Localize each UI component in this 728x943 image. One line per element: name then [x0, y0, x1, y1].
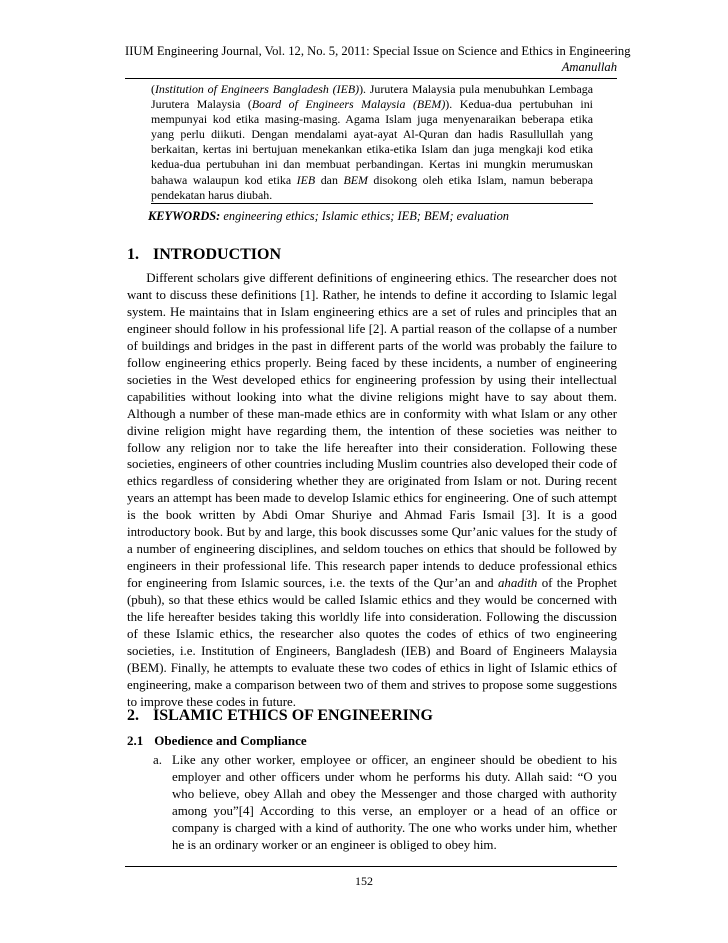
subsection-2-1-heading [127, 733, 307, 749]
header-author: Amanullah [561, 60, 617, 74]
list-item [153, 752, 617, 854]
header-journal-citation: IIUM Engineering Journal, Vol. 12, No. 5, 2011: Special Issue on Science and Ethics in Engineering [125, 44, 631, 58]
introduction-paragraph: Different scholars give different definitions of engineering ethics. The researcher does not want to discuss these definitions [1]. Rather, he intends to define it according to Islamic legal system. He maintains that in Islam engineering ethics are a set of rules and principles that an engineer should follow in his professional life [2]. A partial reason of the collapse of a number of buildings and bridges in the past in different parts of the world was probably the failure to follow engineering ethics properly. Being faced by these incidents, a number of engineering societies in the West developed ethics for engineering profession by using their intellectual capabilities without looking into what the divine religions might have to say about them. Although a number of these man-made ethics are in conformity with what Islam or any other divine religion might have regarding them, the intention of these societies was neither to follow any religion nor to take the life hereafter into their consideration. Following these societies, engineers of other countries including Muslim countries also developed their code of ethics regardless of considering whether they are originated from Islam or not. During recent years an attempt has been made to develop Islamic ethics for engineering. One of such attempt is the book written by Abdi Omar Shuriye and Ahmad Faris Ismail [3]. It is a good introductory book. But by and large, this book discusses some Qur’anic values for the study of a number of engineering disciplines, and seldom touches on ethics that should be followed by engineers in their professional life. This research paper intends to deduce professional ethics for engineering from Islamic sources, i.e. the texts of the Qur’an and ahadith of the Prophet (pbuh), so that these ethics would be called Islamic ethics and they would be concerned with the life hereafter besides taking this worldly life into consideration. Following the discussion of these Islamic ethics, the researcher also quotes the codes of ethics of two engineering societies, i.e. Institution of Engineers, Bangladesh (IEB) and Board of Engineers Malaysia (BEM). Finally, he attempts to evaluate these two codes of ethics in light of Islamic ethics of engineering, make a comparison between two of them and strives to propose some suggestions to improve these codes in future. [127, 271, 617, 709]
obedience-list [153, 752, 617, 854]
section-2-title: ISLAMIC ETHICS OF ENGINEERING [153, 707, 433, 724]
keywords-label: KEYWORDS: [148, 209, 221, 223]
abstract-paragraph: (Institution of Engineers Bangladesh (IEB)). Jurutera Malaysia pula menubuhkan Lembaga Jurutera Malaysia (Board of Engineers Malaysia (BEM)). Kedua-dua pertubuhan ini mempunyai kod etika masing-masing. Agama Islam juga menyenaraikan beberapa etika yang perlu diikuti. Dengan mendalami ayat-ayat Al-Quran dan hadis Rasullullah yang berkaitan, kertas ini bertujuan menekankan etika-etika Islam dan juga mengkaji kod etika kedua-dua pertubuhan ini dan membuat perbandingan. Kertas ini mungkin merumuskan bahawa walaupun kod etika IEB dan BEM disokong oleh etika Islam, namun beberapa pendekatan harus diubah. [151, 82, 593, 202]
abstract-ieb-name: Institution of Engineers Bangladesh (IEB) [154, 82, 360, 96]
keywords-text: engineering ethics; Islamic ethics; IEB; BEM; evaluation [220, 209, 509, 223]
subsection-title: Obedience and Compliance [154, 733, 307, 748]
page-number: 152 [355, 874, 373, 888]
abstract-divider [151, 203, 593, 204]
abstract-bem-name: Board of Engineers Malaysia (BEM) [251, 97, 446, 112]
section-1-title: INTRODUCTION [153, 246, 282, 263]
abstract-malay [151, 82, 593, 203]
subsection-number: 2.1 [127, 733, 144, 748]
list-marker: a. [153, 753, 162, 767]
keywords-line [148, 209, 608, 224]
running-header [125, 43, 631, 75]
section-1-heading [127, 246, 281, 264]
section-1-number: 1. [127, 246, 139, 263]
footer-divider [125, 866, 617, 867]
list-item-text: Like any other worker, employee or officer, an engineer should be obedient to his employer and other officers under whom he performs his duty. Allah said: “O you who believe, obey Allah and obey the Messenger and those charged with authority among you”[4] According to this verse, an employer or a head of an office or company is charged with a kind of authority. The one who works under him, whether he is an ordinary worker or an engineer is obliged to obey him. [172, 753, 617, 852]
header-divider [125, 78, 617, 79]
ahadith-term: ahadith [497, 576, 538, 591]
section-2-heading [127, 707, 433, 725]
section-2-number: 2. [127, 707, 139, 724]
